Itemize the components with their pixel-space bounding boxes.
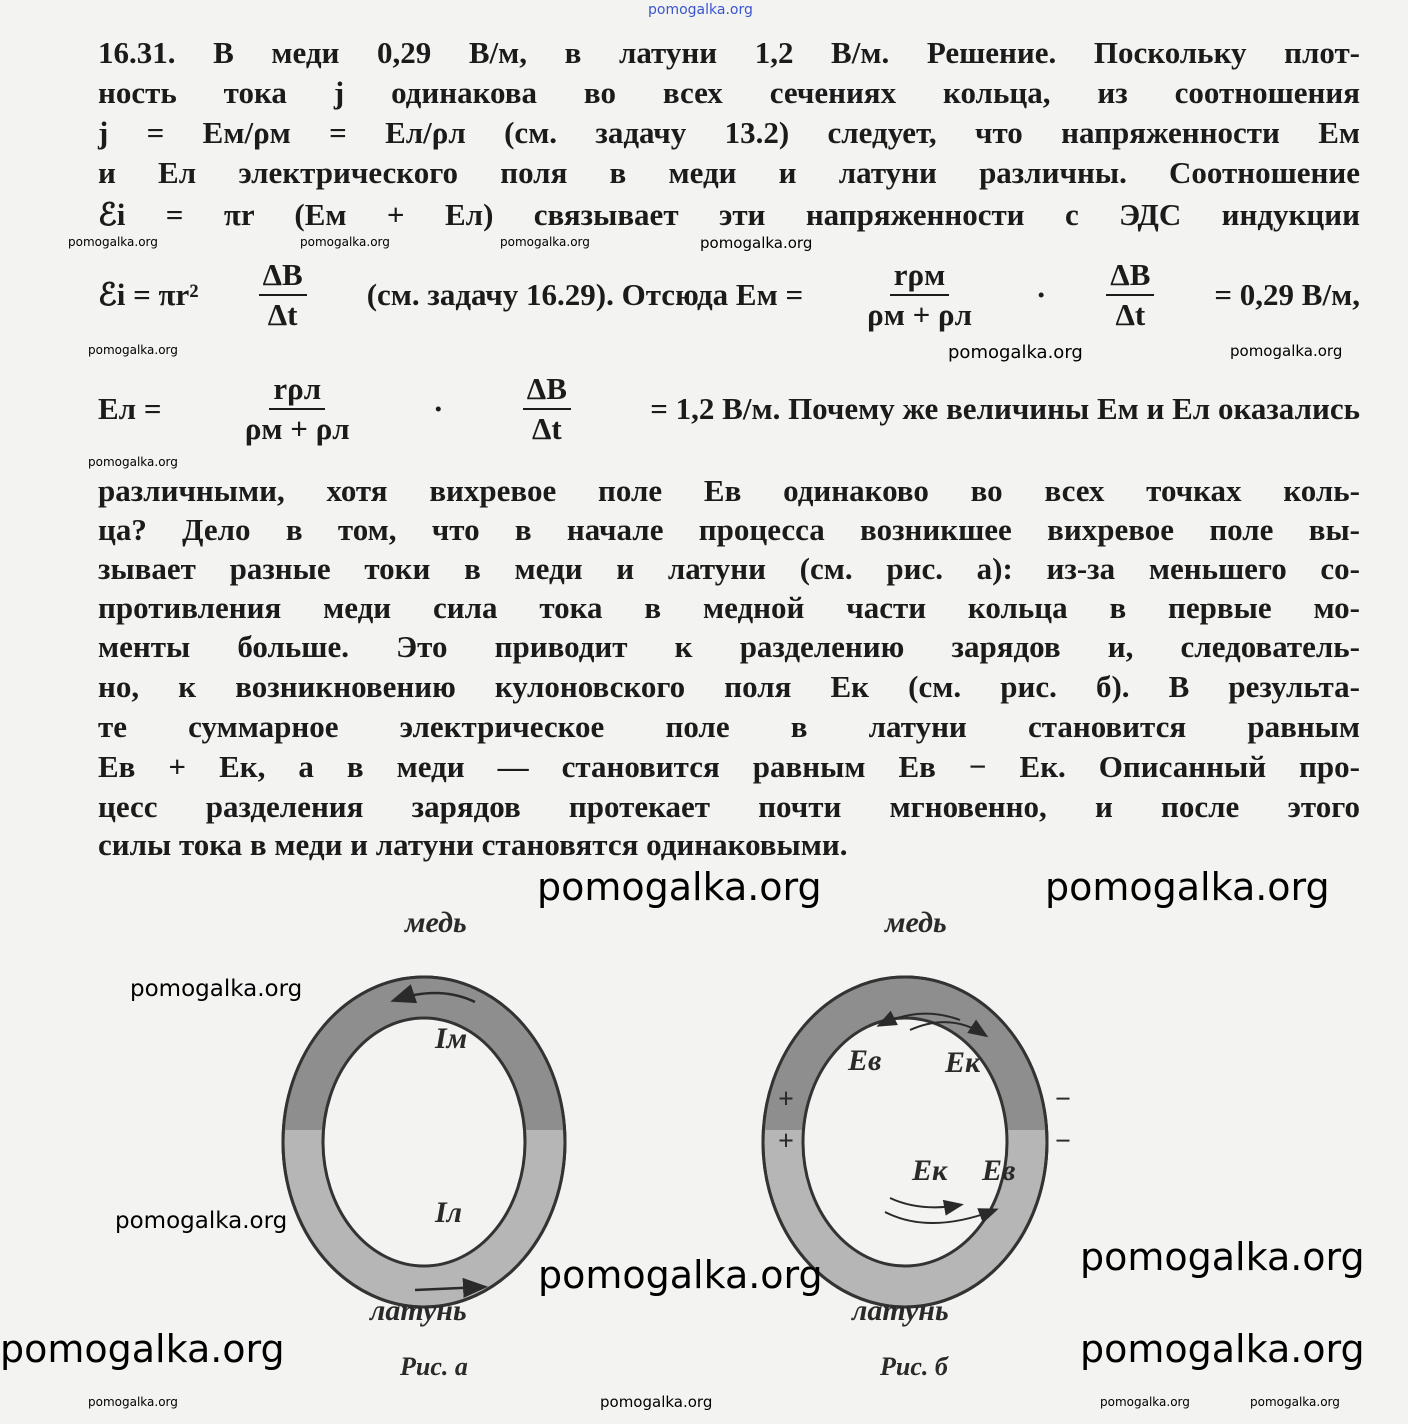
fraction-resistivity <box>863 256 976 334</box>
brass-label: латунь <box>852 1294 949 1327</box>
watermark: pomogalka.org <box>1250 1395 1340 1409</box>
denominator: Δt <box>267 297 298 332</box>
watermark: pomogalka.org <box>538 1253 823 1297</box>
watermark: pomogalka.org <box>300 235 390 249</box>
numerator: rρл <box>269 370 325 410</box>
watermark: pomogalka.org <box>1080 1327 1365 1371</box>
field-vortex-label: Eв <box>982 1154 1016 1187</box>
text-line: ность тока j одинакова во всех сечениях кольца, из соотношения <box>98 75 1360 110</box>
watermark: pomogalka.org <box>1100 1395 1190 1409</box>
numerator: ΔB <box>523 370 571 410</box>
current-copper-label: Iм <box>435 1022 468 1055</box>
text-line: 16.31. В меди 0,29 В/м, в латуни 1,2 В/м. Решение. Поскольку плот- <box>98 35 1360 70</box>
numerator: ΔB <box>259 256 307 296</box>
formula-result: = 0,29 В/м, <box>1214 277 1360 312</box>
text-line: силы тока в меди и латуни становятся одинаковыми. <box>98 827 848 862</box>
watermark: pomogalka.org <box>648 2 753 18</box>
watermark: pomogalka.org <box>500 235 590 249</box>
watermark: pomogalka.org <box>537 865 822 909</box>
text-line: те суммарное электрическое поле в латуни становится равным <box>98 709 1360 744</box>
dot: · <box>1035 277 1047 312</box>
plus-charge: + <box>778 1084 794 1115</box>
brass-label: латунь <box>370 1294 467 1327</box>
watermark: pomogalka.org <box>1080 1235 1365 1279</box>
formula-line-em <box>98 256 1360 334</box>
text-line: зывает разные токи в меди и латуни (см. рис. а): из-за меньшего со- <box>98 551 1360 586</box>
text-line: Eв + Eк, а в меди — становится равным Eв − Eк. Описанный про- <box>98 749 1360 784</box>
watermark: pomogalka.org <box>700 234 813 252</box>
ring-hole <box>323 1018 525 1266</box>
denominator: ρм + ρл <box>244 411 350 446</box>
denominator: ρм + ρл <box>867 297 972 332</box>
watermark: pomogalka.org <box>600 1393 713 1411</box>
text-line: различными, хотя вихревое поле Eв одинаково во всех точках коль- <box>98 473 1360 508</box>
watermark: pomogalka.org <box>1045 865 1330 909</box>
denominator: Δt <box>1115 297 1146 332</box>
current-brass-label: Iл <box>435 1196 463 1229</box>
ring-figure-a <box>283 906 565 1381</box>
field-coulomb-label: Eк <box>945 1046 981 1079</box>
numerator: rρм <box>890 256 949 296</box>
watermark: pomogalka.org <box>948 342 1083 363</box>
watermark: pomogalka.org <box>130 976 303 1002</box>
copper-label: медь <box>885 906 947 939</box>
watermark: pomogalka.org <box>88 1395 178 1409</box>
fraction-db-dt <box>1106 256 1154 334</box>
text-line: цесс разделения зарядов протекает почти мгновенно, и после этого <box>98 789 1360 824</box>
formula-line-el <box>98 370 1360 448</box>
text-line: противления меди сила тока в медной части кольца в первые мо- <box>98 590 1360 625</box>
ring-figure-b <box>763 906 1071 1381</box>
field-coulomb-label: Eк <box>912 1154 948 1187</box>
formula-lhs: Eл = <box>98 391 162 426</box>
formula-text: (см. задачу 16.29). Отсюда Eм = <box>366 277 804 312</box>
emf-lhs: ℰi = πr² <box>98 277 199 312</box>
text-line: но, к возникновению кулоновского поля Eк (см. рис. б). В результа- <box>98 669 1360 704</box>
minus-charge: − <box>1055 1084 1071 1115</box>
numerator: ΔB <box>1106 256 1154 296</box>
figure-caption: Рис. а <box>400 1352 468 1381</box>
watermark: pomogalka.org <box>115 1208 288 1234</box>
fraction-resistivity <box>241 370 354 448</box>
watermark: pomogalka.org <box>0 1327 285 1371</box>
minus-charge: − <box>1055 1126 1071 1157</box>
text-line: и Eл электрического поля в меди и латуни различны. Соотношение <box>98 155 1360 190</box>
formula-result: = 1,2 В/м. Почему же величины Eм и Eл оказались <box>650 391 1360 426</box>
figure-caption: Рис. б <box>880 1352 948 1381</box>
field-vortex-label: Eв <box>848 1044 882 1077</box>
watermark: pomogalka.org <box>88 455 178 469</box>
plus-charge: + <box>778 1126 794 1157</box>
fraction-db-dt <box>259 256 307 334</box>
watermark: pomogalka.org <box>68 235 158 249</box>
text-line: менты больше. Это приводит к разделению зарядов и, следователь- <box>98 629 1360 664</box>
copper-label: медь <box>405 906 467 939</box>
fraction-db-dt <box>523 370 571 448</box>
denominator: Δt <box>531 411 562 446</box>
text-line: ца? Дело в том, что в начале процесса возникшее вихревое поле вы- <box>98 512 1360 547</box>
watermark: pomogalka.org <box>1230 342 1343 360</box>
dot: · <box>433 391 444 426</box>
watermark: pomogalka.org <box>88 343 178 357</box>
text-line: ℰi = πr (Eм + Eл) связывает эти напряженности с ЭДС индукции <box>98 197 1360 232</box>
text-line: j = Eм/ρм = Eл/ρл (см. задачу 13.2) следует, что напряженности Eм <box>98 115 1360 150</box>
